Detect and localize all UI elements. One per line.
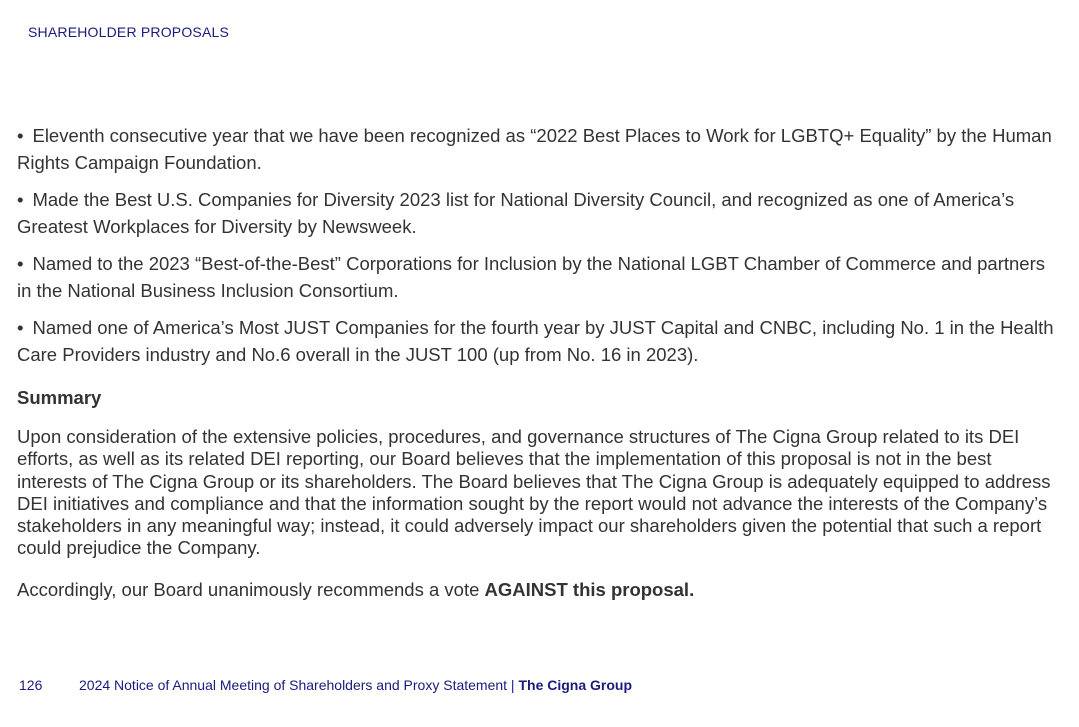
page-footer	[19, 677, 632, 693]
summary-heading: Summary	[17, 387, 102, 408]
bullet-item	[17, 250, 1062, 304]
bullet-marker: •	[17, 253, 24, 274]
bullet-item	[17, 314, 1062, 368]
bullet-text: Made the Best U.S. Companies for Diversity 2023 list for National Diversity Council, and recognized as one of America’s Greatest Workplaces for Diversity by Newsweek.	[17, 189, 1015, 237]
page-number: 126	[19, 677, 43, 693]
summary-paragraph: Upon consideration of the extensive policies, procedures, and governance structures of The Cigna Group related to its DEI efforts, as well as its related DEI reporting, our Board believes that the implementation of this proposal is not in the best interests of The Cigna Group or its shareholders. The Board believes that The Cigna Group is adequately equipped to address DEI initiatives and compliance and that the information sought by the report would not advance the interests of the Company’s stakeholders in any meaningful way; instead, it could adversely impact our shareholders given the potential that such a report could prejudice the Company.	[17, 426, 1051, 559]
footer-company-name: The Cigna Group	[518, 677, 633, 693]
recommendation-lead: Accordingly, our Board unanimously recommends a vote	[17, 578, 485, 600]
main-content	[17, 122, 1062, 601]
bullet-text: Named to the 2023 “Best-of-the-Best” Corporations for Inclusion by the National LGBT Chamber of Commerce and partners in the National Business Inclusion Consortium.	[17, 253, 1045, 301]
board-recommendation	[17, 579, 1062, 601]
footer-document-title: 2024 Notice of Annual Meeting of Shareholders and Proxy Statement |	[79, 677, 519, 693]
bullet-text: Named one of America’s Most JUST Companies for the fourth year by JUST Capital and CNBC, including No. 1 in the Health Care Providers industry and No.6 overall in the JUST 100 (up from No. 16 in 2023).	[17, 317, 1054, 365]
bullet-marker: •	[17, 317, 24, 338]
bullet-marker: •	[17, 189, 24, 210]
section-header: SHAREHOLDER PROPOSALS	[28, 24, 230, 40]
recommendation-emphasis: AGAINST this proposal.	[484, 578, 695, 600]
bullet-text: Eleventh consecutive year that we have been recognized as “2022 Best Places to Work for LGBTQ+ Equality” by the Human Rights Campaign Foundation.	[17, 125, 1052, 173]
bullet-item	[17, 186, 1062, 240]
bullet-marker: •	[17, 125, 24, 146]
bullet-item	[17, 122, 1062, 176]
